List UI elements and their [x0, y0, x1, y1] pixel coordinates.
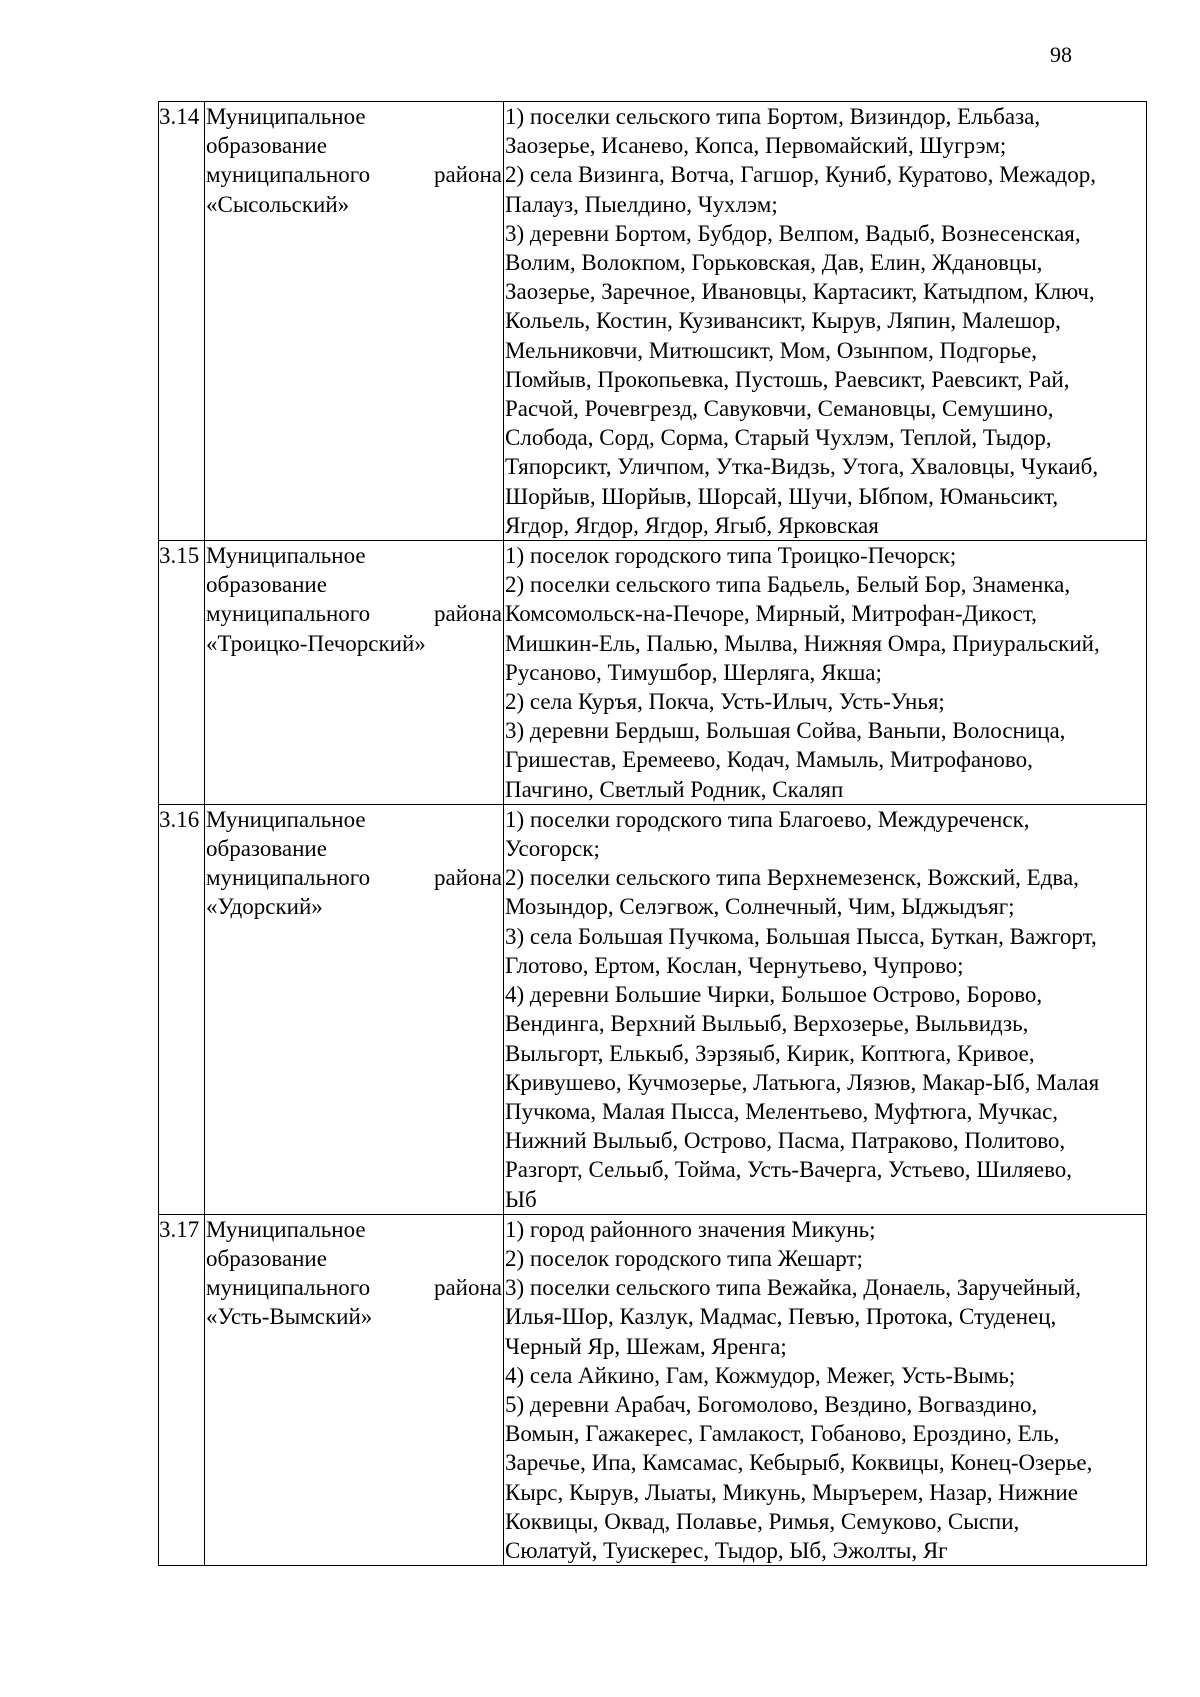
settlements-list-line: Ягдор, Ягдор, Ягдор, Ягыб, Ярковская [505, 512, 879, 538]
settlements-list-line: Помйыв, Прокопьевка, Пустошь, Раевсикт, Раевсикт, Рай, [505, 366, 1070, 392]
settlements-list-cell [504, 102, 1147, 541]
settlements-list-cell [504, 541, 1147, 805]
municipality-name-line: образование [206, 572, 327, 598]
settlements-list-line: Разгорт, Сельыб, Тойма, Усть-Вачерга, Устьево, Шиляево, [505, 1157, 1073, 1183]
settlements-list-line: Коквицы, Оквад, Полавье, Римья, Семуково, Сыспи, [505, 1508, 1020, 1534]
settlements-list-line: Комсомольск-на-Печоре, Мирный, Митрофан-Дикост, [505, 601, 1037, 627]
table-row [159, 804, 1147, 1214]
settlements-list-line: 2) поселки сельского типа Бадьель, Белый Бор, Знаменка, [505, 572, 1071, 598]
settlements-list-line: Глотово, Ертом, Кослан, Чернутьево, Чупрово; [505, 952, 964, 978]
settlements-list-line: Пачгино, Светлый Родник, Скаляп [505, 776, 844, 802]
settlements-table [158, 101, 1147, 1566]
page-number: 98 [1050, 42, 1072, 67]
municipality-name-line: «Удорский» [206, 894, 323, 920]
settlements-list-line: 1) поселки городского типа Благоево, Междуреченск, [505, 806, 1030, 832]
settlements-list-line: 3) деревни Бердыш, Большая Сойва, Ваньпи, Волосница, [505, 718, 1066, 744]
settlements-list-cell [504, 1214, 1147, 1565]
table-row [159, 102, 1147, 541]
municipality-name-line: Муниципальное [206, 1216, 366, 1242]
municipality-name-line: муниципального района [206, 162, 502, 188]
municipality-name-line: «Сысольский» [206, 191, 350, 217]
municipality-name-line: образование [206, 836, 327, 862]
row-number: 3.16 [159, 804, 205, 1214]
table-row [159, 1214, 1147, 1565]
municipality-name-line: муниципального района [206, 601, 502, 627]
settlements-list-line: Сюлатуй, Туискерес, Тыдор, Ыб, Эжолты, Яг [505, 1537, 948, 1563]
settlements-list-line: Кольель, Костин, Кузивансикт, Кырув, Ляпин, Малешор, [505, 308, 1061, 334]
settlements-list-line: 3) села Большая Пучкома, Большая Пысса, Буткан, Важгорт, [505, 923, 1097, 949]
settlements-list-line: 3) деревни Бортом, Бубдор, Велпом, Вадыб, Вознесенская, [505, 220, 1081, 246]
settlements-list-line: 4) деревни Большие Чирки, Большое Острово, Борово, [505, 982, 1043, 1008]
settlements-list-line: Заречье, Ипа, Камсамас, Кебырыб, Коквицы, Конец-Озерье, [505, 1450, 1093, 1476]
settlements-list-line: Кырс, Кырув, Лыаты, Микунь, Мыръерем, Назар, Нижние [505, 1479, 1078, 1505]
settlements-list-line: Тяпорсикт, Уличпом, Утка-Видзь, Утога, Хваловцы, Чукаиб, [505, 454, 1099, 480]
municipality-name-cell [205, 541, 504, 805]
settlements-list-line: Мозындор, Селэгвож, Солнечный, Чим, Ыджыдъяг; [505, 894, 1015, 920]
municipality-name-line: муниципального района [206, 1275, 502, 1301]
settlements-list-line: Шорйыв, Шорйыв, Шорсай, Шучи, Ыбпом, Юманьсикт, [505, 483, 1059, 509]
municipality-name-line: образование [206, 133, 327, 159]
row-number: 3.15 [159, 541, 205, 805]
settlements-list-line: Нижний Выльыб, Острово, Пасма, Патраково, Политово, [505, 1128, 1066, 1154]
municipality-name-line: «Усть-Вымский» [206, 1304, 373, 1330]
settlements-list-line: Заозерье, Заречное, Ивановцы, Картасикт, Катыдпом, Ключ, [505, 279, 1095, 305]
municipality-name-line: Муниципальное [206, 104, 366, 129]
settlements-list-line: Волим, Волокпом, Горьковская, Дав, Елин, Ждановцы, [505, 250, 1043, 276]
settlements-list-line: Пучкома, Малая Пысса, Мелентьево, Муфтюга, Мучкас, [505, 1098, 1059, 1124]
settlements-list-line: Гришестав, Еремеево, Кодач, Мамыль, Митрофаново, [505, 747, 1033, 773]
settlements-list-line: 5) деревни Арабач, Богомолово, Вездино, Вогваздино, [505, 1391, 1038, 1417]
settlements-list-line: Усогорск; [505, 836, 600, 862]
settlements-list-line: 1) город районного значения Микунь; [505, 1216, 876, 1242]
municipality-name-line: муниципального района [206, 865, 502, 891]
settlements-list-line: Илья-Шор, Казлук, Мадмас, Певъю, Протока, Студенец, [505, 1304, 1057, 1330]
settlements-list-line: Расчой, Рочевгрезд, Савуковчи, Семановцы, Семушино, [505, 396, 1054, 422]
municipality-name-cell [205, 804, 504, 1214]
municipality-name-cell [205, 1214, 504, 1565]
row-number: 3.14 [159, 102, 205, 541]
settlements-list-line: 1) поселки сельского типа Бортом, Визиндор, Ельбаза, [505, 104, 1041, 129]
settlements-list-line: Слобода, Сорд, Сорма, Старый Чухлэм, Теплой, Тыдор, [505, 425, 1052, 451]
municipality-name-line: образование [206, 1245, 327, 1271]
table-row [159, 541, 1147, 805]
settlements-list-line: 4) села Айкино, Гам, Кожмудор, Межег, Усть-Вымь; [505, 1362, 1016, 1388]
settlements-list-line: Русаново, Тимушбор, Шерляга, Якша; [505, 659, 882, 685]
settlements-list-line: 1) поселок городского типа Троицко-Печорск; [505, 543, 957, 569]
settlements-list-line: 2) поселок городского типа Жешарт; [505, 1245, 863, 1271]
settlements-list-cell [504, 804, 1147, 1214]
settlements-list-line: 2) села Визинга, Вотча, Гагшор, Куниб, Куратово, Межадор, [505, 162, 1096, 188]
settlements-list-line: Вендинга, Верхний Выльыб, Верхозерье, Выльвидзь, [505, 1011, 1029, 1037]
row-number: 3.17 [159, 1214, 205, 1565]
settlements-list-line: Мельниковчи, Митюшсикт, Мом, Озынпом, Подгорье, [505, 337, 1038, 363]
settlements-list-line: 2) села Куръя, Покча, Усть-Илыч, Усть-Унья; [505, 689, 945, 715]
municipality-name-line: Муниципальное [206, 543, 366, 569]
settlements-list-line: Выльгорт, Елькыб, Зэрзяыб, Кирик, Коптюга, Кривое, [505, 1040, 1035, 1066]
municipality-name-cell [205, 102, 504, 541]
settlements-list-line: 3) поселки сельского типа Вежайка, Донаель, Заручейный, [505, 1275, 1082, 1301]
settlements-list-line: Мишкин-Ель, Палью, Мылва, Нижняя Омра, Приуральский, [505, 630, 1100, 656]
settlements-list-line: Палауз, Пыелдино, Чухлэм; [505, 191, 778, 217]
municipality-name-line: Муниципальное [206, 806, 366, 832]
municipality-name-line: «Троицко-Печорский» [206, 630, 426, 656]
settlements-list-line: Черный Яр, Шежам, Яренга; [505, 1333, 787, 1359]
settlements-list-line: 2) поселки сельского типа Верхнемезенск, Вожский, Едва, [505, 865, 1079, 891]
settlements-list-line: Заозерье, Исанево, Копса, Первомайский, Шугрэм; [505, 133, 1007, 159]
settlements-list-line: Вомын, Гажакерес, Гамлакост, Гобаново, Ероздино, Ель, [505, 1421, 1060, 1447]
settlements-list-line: Ыб [505, 1186, 537, 1212]
settlements-list-line: Кривушево, Кучмозерье, Латьюга, Лязюв, Макар-Ыб, Малая [505, 1069, 1100, 1095]
